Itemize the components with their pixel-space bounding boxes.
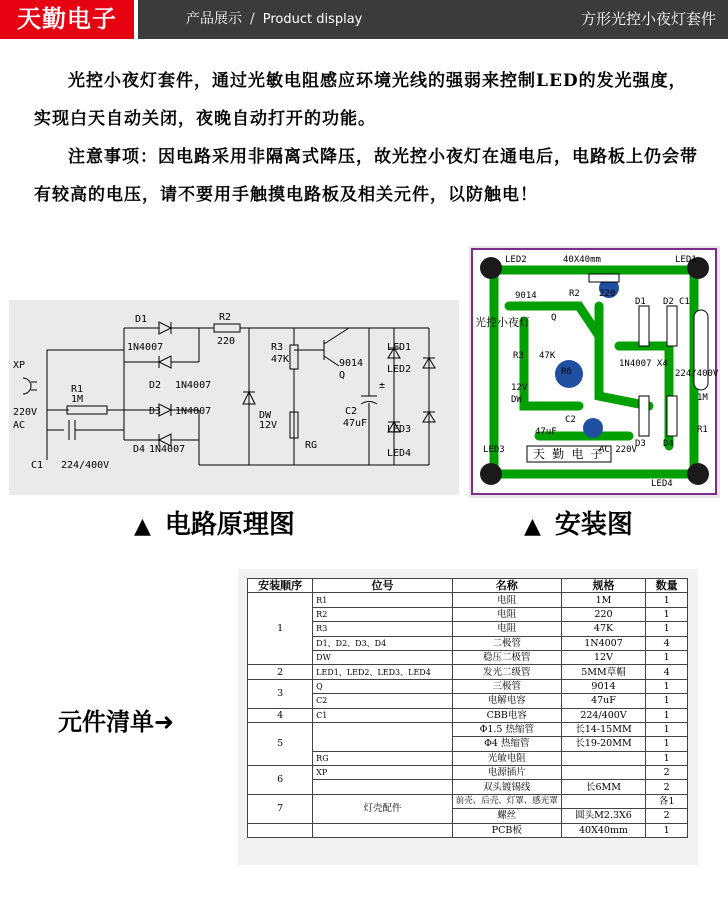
caption-pcb: [524, 505, 633, 545]
table-row: [248, 650, 688, 664]
breadcrumb: [186, 0, 362, 39]
cell-spec: [561, 751, 645, 765]
cell-name: 电解电容: [452, 694, 561, 708]
pcb-label-side: 光控小夜灯: [475, 316, 530, 329]
col-header-name: 名称: [452, 579, 561, 593]
cell-spec: 47K: [561, 622, 645, 636]
cell-name: 稳压二极管: [452, 650, 561, 664]
pcb-label-d4: D4: [663, 439, 674, 449]
pcb-label-r2: R2: [569, 289, 580, 299]
page-title: 方形光控小夜灯套件: [580, 10, 716, 28]
cell-spec: 224/400V: [561, 708, 645, 722]
schem-label-c1: C1: [31, 460, 44, 471]
cell-spec: 47uF: [561, 694, 645, 708]
cell-order: 2: [248, 665, 313, 679]
breadcrumb-product-display[interactable]: Product display: [262, 12, 363, 27]
schem-label-led4: LED4: [387, 448, 412, 459]
table-row: [248, 636, 688, 650]
pcb-label-r2-value: 220: [599, 289, 616, 299]
pcb-label-r1-value: 1M: [697, 393, 708, 403]
cell-qty: 1: [646, 593, 688, 607]
cell-designator: R1: [313, 593, 453, 607]
table-row: [248, 665, 688, 679]
intro-paragraph-description: 光控小夜灯套件，通过光敏电阻感应环境光线的强弱来控制LED的发光强度，实现白天自动关闭，夜晚自动打开的功能。: [34, 71, 687, 129]
table-row: [248, 593, 688, 607]
schem-label-d2-type: 1N4007: [175, 380, 212, 391]
pcb-label-r3-value: 47K: [539, 351, 556, 361]
table-header-row: [248, 579, 688, 593]
cell-order: 1: [248, 593, 313, 665]
schem-label-d4-type: 1N4007: [149, 444, 186, 455]
schem-label-d3-type: 1N4007: [175, 406, 212, 417]
cell-name: 光敏电阻: [452, 751, 561, 765]
schem-label-d2: D2: [149, 380, 162, 391]
cell-spec: 40X40mm: [561, 823, 645, 837]
schem-label-led2: LED2: [387, 364, 412, 375]
cell-name: CBB电容: [452, 708, 561, 722]
cell-qty: 1: [646, 751, 688, 765]
pcb-label-led2: LED2: [505, 255, 527, 265]
schem-label-rg: RG: [305, 440, 318, 451]
cell-qty: 1: [646, 607, 688, 621]
cell-spec: [561, 794, 645, 808]
cell-designator: RG: [313, 751, 453, 765]
pcb-label-q: Q: [551, 313, 557, 323]
cell-name: PCB板: [452, 823, 561, 837]
schem-label-d4: D4: [133, 444, 146, 455]
schem-label-xp: XP: [13, 360, 26, 371]
pcb-label-c1: C1: [679, 297, 690, 307]
table-row: [248, 722, 688, 736]
cell-designator: DW: [313, 650, 453, 664]
pcb-label-ac: AC 220V: [599, 445, 637, 455]
parts-table-panel: [238, 569, 698, 865]
table-row: [248, 622, 688, 636]
cell-qty: 1: [646, 823, 688, 837]
table-row: [248, 823, 688, 837]
pcb-layout: [469, 246, 720, 498]
table-row: [248, 679, 688, 693]
pcb-label-dw: DW: [511, 395, 522, 405]
cell-designator: C2: [313, 694, 453, 708]
cell-order: 3: [248, 679, 313, 708]
schem-label-led1: LED1: [387, 342, 412, 353]
cell-name: 二极管: [452, 636, 561, 650]
col-header-order: 安装顺序: [248, 579, 313, 593]
brand-logo[interactable]: 天勤电子: [0, 0, 134, 39]
parts-table: [247, 578, 688, 838]
table-row: [248, 766, 688, 780]
cell-qty: 各1: [646, 794, 688, 808]
cell-name: 电阻: [452, 593, 561, 607]
table-row: [248, 708, 688, 722]
col-header-qty: 数量: [646, 579, 688, 593]
cell-qty: 1: [646, 694, 688, 708]
cell-designator: Q: [313, 679, 453, 693]
cell-qty: 2: [646, 809, 688, 823]
table-row: [248, 694, 688, 708]
schem-label-r2-value: 220: [217, 336, 236, 347]
triangle-icon: ▲: [134, 514, 151, 539]
cell-designator: 灯壳配件: [313, 794, 453, 823]
intro-text: [34, 62, 698, 214]
pcb-label-c1-value: 224/400V: [675, 369, 719, 379]
cell-spec: 1N4007: [561, 636, 645, 650]
parts-list-label: 元件清单➜: [58, 708, 175, 736]
col-header-designator: 位号: [313, 579, 453, 593]
schem-label-d1: D1: [135, 314, 148, 325]
cell-order: 7: [248, 794, 313, 823]
schem-label-r1: R1: [71, 384, 84, 395]
pcb-label-brand: 天 勤 电 子: [533, 447, 603, 461]
schem-label-dw-value: 12V: [259, 420, 278, 431]
schem-label-c1-value: 224/400V: [61, 460, 110, 471]
schem-label-c2: C2: [345, 406, 358, 417]
pcb-label-d1: D1: [635, 297, 646, 307]
breadcrumb-separator: /: [250, 11, 255, 27]
cell-spec: 12V: [561, 650, 645, 664]
cell-designator: XP: [313, 766, 453, 780]
schem-label-220v: 220V: [13, 407, 38, 418]
cell-designator: D1、D2、D3、D4: [313, 636, 453, 650]
cell-name: 双头镀锡线: [452, 780, 561, 794]
cell-spec: 圆头M2.3X6: [561, 809, 645, 823]
cell-designator: R2: [313, 607, 453, 621]
cell-name: 三极管: [452, 679, 561, 693]
cell-qty: 1: [646, 708, 688, 722]
cell-name: 电源插片: [452, 766, 561, 780]
col-header-spec: 规格: [561, 579, 645, 593]
cell-designator: [313, 780, 453, 794]
schem-label-r1-value: 1M: [71, 394, 84, 405]
cell-qty: 1: [646, 679, 688, 693]
cell-spec: 9014: [561, 679, 645, 693]
cell-designator: LED1、LED2、LED3、LED4: [313, 665, 453, 679]
intro-paragraph-caution: 注意事项：因电路采用非隔离式降压，故光控小夜灯在通电后，电路板上仍会带有较高的电压，请不要用手触摸电路板及相关元件，以防触电！: [34, 147, 698, 205]
cell-spec: 长6MM: [561, 780, 645, 794]
cell-qty: 2: [646, 780, 688, 794]
schem-label-d3: D3: [149, 406, 162, 417]
schem-label-c2-value: 47uF: [343, 418, 368, 429]
cell-qty: 1: [646, 737, 688, 751]
pcb-label-led1: LED1: [675, 255, 697, 265]
pcb-label-r1: R1: [697, 425, 708, 435]
cell-order: 6: [248, 766, 313, 795]
pcb-label-r6: R6: [561, 367, 572, 377]
cell-qty: 1: [646, 650, 688, 664]
cell-name: 发光二级管: [452, 665, 561, 679]
pcb-label-r3: R3: [513, 351, 524, 361]
caption-schematic: [134, 505, 295, 545]
caption-pcb-text: 安装图: [554, 510, 633, 540]
cell-order: 5: [248, 722, 313, 765]
table-row: [248, 751, 688, 765]
cell-designator: C1: [313, 708, 453, 722]
pcb-label-led4: LED4: [651, 479, 673, 489]
cell-spec: [561, 766, 645, 780]
pcb-label-c2: C2: [565, 415, 576, 425]
schem-label-led3: LED3: [387, 424, 412, 435]
cell-name: Φ4 热缩管: [452, 737, 561, 751]
cell-spec: 1M: [561, 593, 645, 607]
triangle-icon: ▲: [524, 514, 541, 539]
cell-spec: 220: [561, 607, 645, 621]
cell-spec: 长19-20MM: [561, 737, 645, 751]
cell-spec: 长14-15MM: [561, 722, 645, 736]
cell-order: [248, 823, 313, 837]
pcb-label-c2-value: 47uF: [535, 427, 557, 437]
schematic-drawing: [9, 300, 459, 495]
schem-label-r3: R3: [271, 342, 284, 353]
pcb-label-diode: 1N4007 X4: [619, 359, 668, 369]
pcb-label-led3: LED3: [483, 445, 505, 455]
schem-label-q-type: 9014: [339, 358, 364, 369]
pcb-label-d3: D3: [635, 439, 646, 449]
table-row: [248, 780, 688, 794]
pcb-label-d2: D2: [663, 297, 674, 307]
cell-name: 前壳、后壳、灯罩、感光罩: [452, 794, 561, 808]
pcb-label-size: 40X40mm: [563, 255, 601, 265]
circuit-schematic: [9, 300, 459, 495]
pcb-label-dw-value: 12V: [511, 383, 528, 393]
caption-schematic-text: 电路原理图: [164, 510, 295, 540]
schem-label-d1-type: 1N4007: [127, 342, 164, 353]
cell-qty: 1: [646, 722, 688, 736]
cell-qty: 4: [646, 665, 688, 679]
schem-label-r2: R2: [219, 312, 232, 323]
schem-label-c2-plus: ±: [379, 380, 386, 391]
cell-designator: R3: [313, 622, 453, 636]
schem-label-dw: DW: [259, 410, 272, 421]
logo-separator: [134, 0, 138, 39]
cell-name: Φ1.5 热缩管: [452, 722, 561, 736]
pcb-label-q-type: 9014: [515, 291, 537, 301]
schem-label-r3-value: 47K: [271, 354, 290, 365]
cell-qty: 2: [646, 766, 688, 780]
cell-order: 4: [248, 708, 313, 722]
cell-name: 电阻: [452, 607, 561, 621]
schem-label-ac: AC: [13, 420, 26, 431]
header-bar: [0, 0, 728, 39]
cell-spec: 5MM草帽: [561, 665, 645, 679]
cell-designator: [313, 823, 453, 837]
cell-qty: 1: [646, 622, 688, 636]
table-row: [248, 794, 688, 808]
cell-name: 电阻: [452, 622, 561, 636]
cell-name: 螺丝: [452, 809, 561, 823]
breadcrumb-products-link[interactable]: 产品展示: [186, 11, 242, 27]
schem-label-q: Q: [339, 370, 346, 381]
table-row: [248, 607, 688, 621]
cell-qty: 4: [646, 636, 688, 650]
pcb-drawing: [469, 246, 720, 498]
cell-designator: [313, 722, 453, 751]
